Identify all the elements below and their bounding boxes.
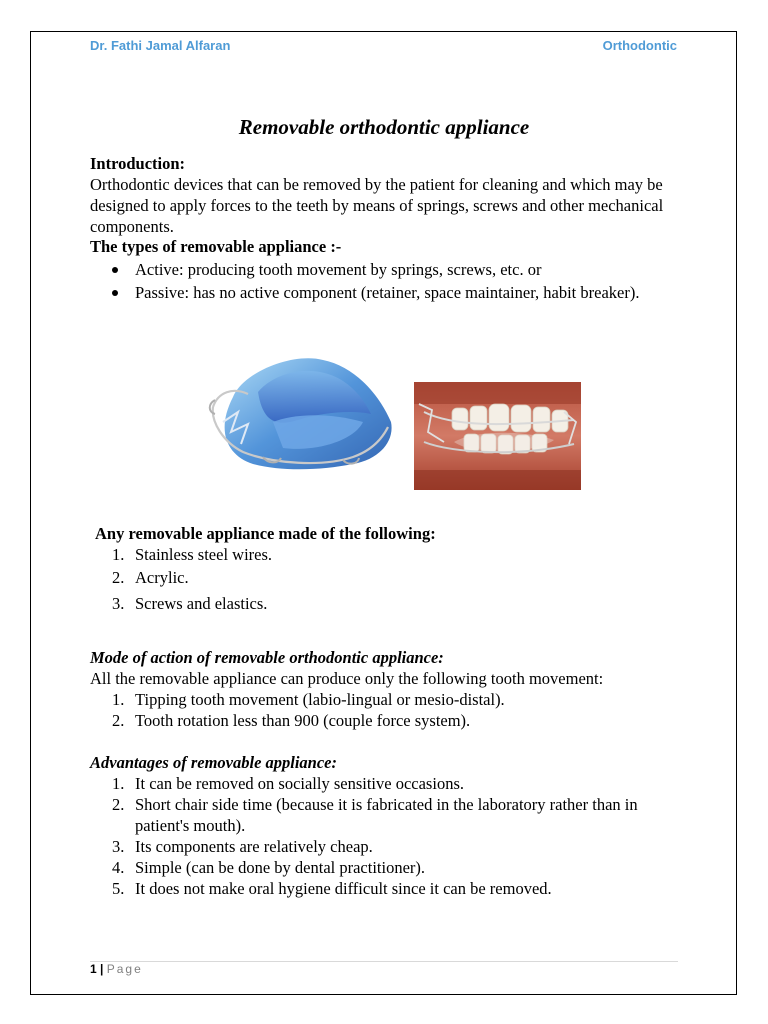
list-item: 1. Stainless steel wires. (112, 545, 273, 564)
list-item: 1. It can be removed on socially sensitive occasions. (112, 774, 464, 793)
advantages-section (90, 752, 680, 899)
intro-heading: Introduction: (90, 154, 186, 173)
mode-heading: Mode of action of removable orthodontic appliance: (90, 648, 444, 667)
list-item: 3. Its components are relatively cheap. (112, 837, 373, 856)
list-item: 3. Screws and elastics. (112, 594, 268, 613)
footer-separator: | (100, 962, 104, 976)
page-footer (90, 962, 143, 976)
mode-section (90, 647, 680, 731)
materials-section (90, 523, 680, 614)
intro-text: Orthodontic devices that can be removed by the patient for cleaning and which may be designed to apply forces to the teeth by means of springs, screws and other mechanical components. (90, 175, 664, 236)
types-heading: The types of removable appliance :- (90, 237, 342, 256)
list-item: Passive: has no active component (retainer, space maintainer, habit breaker). (90, 282, 680, 303)
bullet-icon (112, 290, 118, 296)
list-item: 4. Simple (can be done by dental practitioner). (112, 858, 426, 877)
page-number: 1 (90, 962, 97, 976)
materials-heading: Any removable appliance made of the following: (95, 524, 436, 543)
list-item: 2. Acrylic. (112, 568, 189, 587)
list-item: 2. Short chair side time (because it is fabricated in the laboratory rather than in patient's mouth). (112, 795, 638, 835)
page-label: Page (106, 962, 143, 976)
intro-section (90, 153, 680, 237)
advantages-heading: Advantages of removable appliance: (90, 753, 338, 772)
header-author: Dr. Fathi Jamal Alfaran (90, 38, 231, 53)
list-item: 1. Tipping tooth movement (labio-lingual or mesio-distal). (112, 690, 505, 709)
list-item: 5. It does not make oral hygiene difficult since it can be removed. (112, 879, 552, 898)
header-subject: Orthodontic (602, 38, 677, 53)
retainer-appliance-image (203, 352, 395, 480)
list-item: Active: producing tooth movement by springs, screws, etc. or (90, 259, 680, 280)
list-item: 2. Tooth rotation less than 900 (couple force system). (112, 711, 471, 730)
appliance-in-mouth-image (414, 382, 581, 490)
bullet-icon (112, 267, 118, 273)
mode-text: All the removable appliance can produce only the following tooth movement: (90, 669, 604, 688)
types-section (90, 236, 680, 303)
document-title: Removable orthodontic appliance (238, 115, 530, 139)
footer-divider (90, 961, 678, 962)
